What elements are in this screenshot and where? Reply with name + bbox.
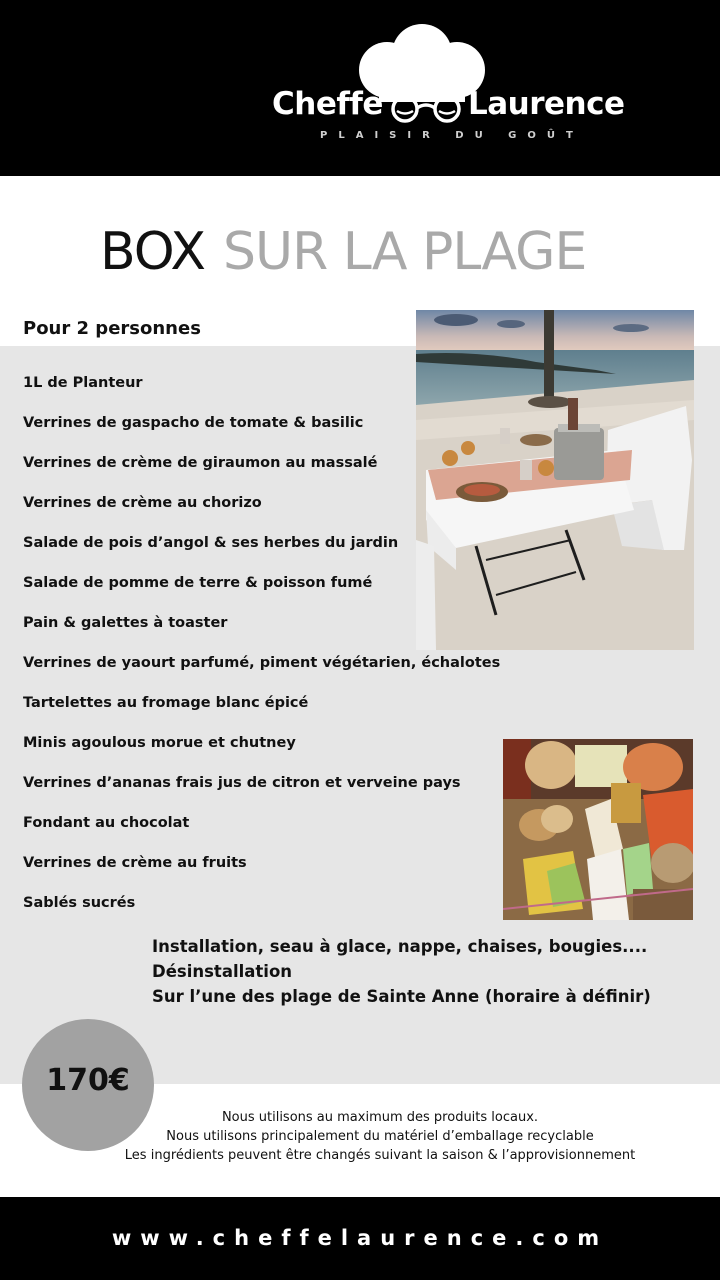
title-box: BOX [100,222,205,282]
persons-heading: Pour 2 personnes [23,318,201,339]
menu-item: Verrines de crème au fruits [23,855,247,871]
brand-name-last: Laurence [468,86,625,122]
install-info [152,934,651,1009]
install-line: Désinstallation [152,962,293,981]
menu-item: Fondant au chocolat [23,815,190,831]
menu-item: 1L de Planteur [23,375,143,391]
beach-table-photo [416,310,694,650]
install-line: Installation, seau à glace, nappe, chaises, bougies.... [152,937,648,956]
menu-item: Sablés sucrés [23,895,136,911]
note-line: Les ingrédients peuvent être changés suivant la saison & l’approvisionnement [124,1148,636,1163]
menu-item: Salade de pois d’angol & ses herbes du jardin [23,535,399,551]
glasses-icon [388,94,464,124]
install-line: Sur l’une des plage de Sainte Anne (horaire à définir) [152,987,651,1006]
menu-item: Verrines de crème au chorizo [23,495,262,511]
menu-item: Verrines de gaspacho de tomate & basilic [23,415,364,431]
website-link[interactable]: www.cheffelaurence.com [111,1226,609,1250]
price-value: 170€ [46,1063,130,1098]
brand-tagline: PLAISIR DU GOÛT [320,130,584,141]
menu-item: Verrines de crème de giraumon au massalé [23,455,378,471]
note-line: Nous utilisons principalement du matériel d’emballage recyclable [166,1129,594,1144]
note-line: Nous utilisons au maximum des produits locaux. [221,1110,539,1125]
menu-item: Tartelettes au fromage blanc épicé [23,695,309,711]
title-sur-la-plage: SUR LA PLAGE [223,222,587,282]
menu-item: Minis agoulous morue et chutney [23,735,296,751]
notes-block [80,1108,680,1165]
menu-item: Verrines d’ananas frais jus de citron et verveine pays [23,775,461,791]
menu-item: Pain & galettes à toaster [23,615,228,631]
page-title [100,222,586,282]
food-box-photo [503,739,693,920]
brand-name-first: Cheffe [272,86,383,122]
menu-item: Verrines de yaourt parfumé, piment végétarien, échalotes [23,655,501,671]
menu-item: Salade de pomme de terre & poisson fumé [23,575,373,591]
